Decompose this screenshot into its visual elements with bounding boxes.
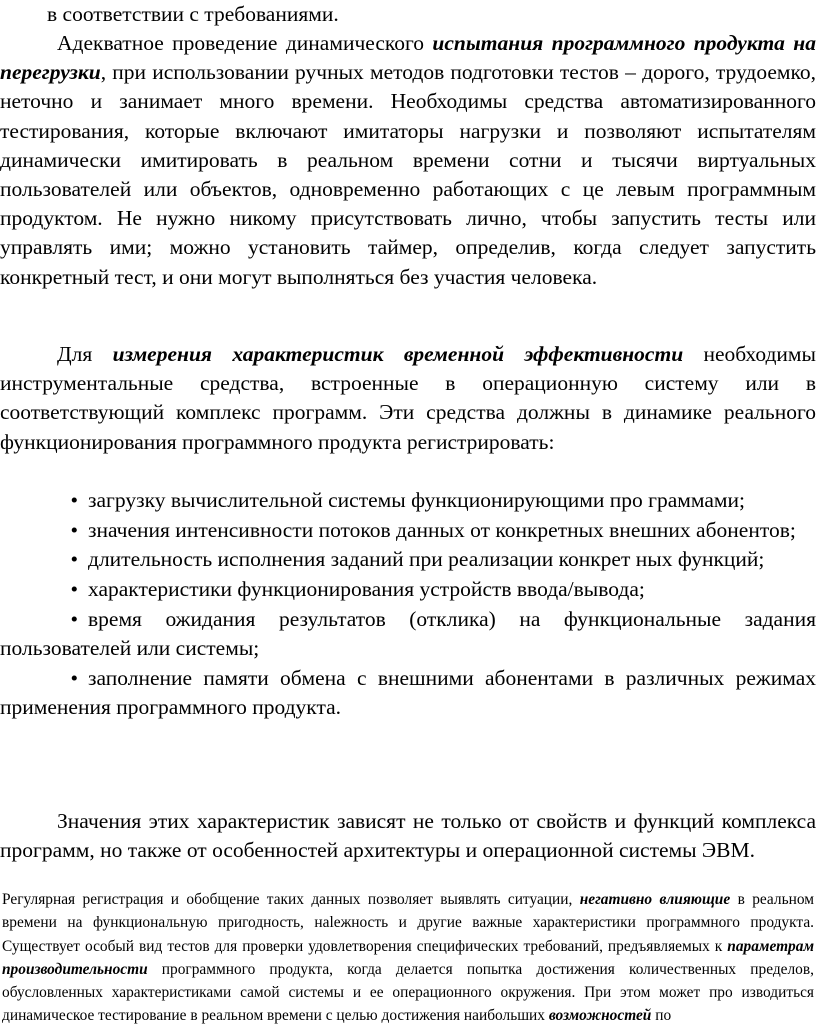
list-item-text: характеристики функционирования устройств ввода/вывода; [88, 577, 645, 602]
bullet-list [0, 486, 816, 723]
paragraph-time-efficiency [0, 340, 816, 457]
para1-body: , при использовании ручных методов подготовки тестов – дорого, трудоемко, неточно и занимает много времени. Необходимы средства автоматизированного тестирования, которые включают имитаторы нагрузки и позволяют испытателям динамически имитировать в реальном времени сотни и тысячи виртуальных пользователей или объектов, одновременно работающих с це левым программным продуктом. Не нужно никому присутствовать лично, чтобы запустить тесты или управлять ими; можно установить таймер, определив, когда следует запустить конкретный тест, и они могут выполняться без участия человека. [0, 60, 816, 289]
list-item-text: значения интенсивности потоков данных от конкретных внешних абонентов; [88, 517, 796, 542]
small-text-4: по [651, 1007, 672, 1025]
para2-body: необходимы инструментальные средства, встроенные в операционную систему или в соответствующий комплекс программ. Эти средства должны в динамике реального функционирования программного продукта регистрировать: [0, 342, 816, 454]
list-item-text: заполнение памяти обмена с внешними абонентами в различных режимах применения программного продукта. [0, 665, 816, 719]
small-text-3: программного продукта, когда делается попытка достижения количественных пределов, обусловленных характеристиками самой системы и ее операционного окружения. При этом может про изводиться динамическое тестирование в реальном времени с целью достижения наибольших [2, 960, 814, 1025]
small-text-2: в реальном времени на функциональную пригодность, наlежность и другие важные характеристики программного продукта. Существует особый вид тестов для проверки удовлетворения специфических требований, предъявляемых к [2, 891, 814, 955]
list-item [0, 664, 816, 722]
para1-lead: Адекватное проведение динамического [57, 31, 433, 55]
paragraph-continuation [0, 0, 816, 29]
list-item [0, 486, 816, 515]
bullet-icon: • [70, 517, 78, 542]
paragraph-small-print [2, 888, 814, 1028]
small-emphasis-3: возможностей [548, 1007, 652, 1025]
list-item [0, 516, 816, 545]
paragraph-load-testing [0, 29, 816, 292]
list-item [0, 605, 816, 663]
list-item-text: загрузку вычислительной системы функционирующими про граммами; [88, 488, 745, 512]
para3-text: Значения этих характеристик зависят не только от свойств и функций комплекса программ, но также от особенностей архитектуры и операционной системы ЭВМ. [0, 809, 816, 863]
bullet-icon: • [70, 547, 78, 572]
list-item-text: длительность исполнения заданий при реализации конкрет ных функций; [88, 547, 765, 572]
bullet-icon: • [70, 488, 78, 512]
bullet-icon: • [70, 577, 78, 602]
list-item-text: время ожидания результатов (отклика) на функциональные задания пользователей или системы; [0, 606, 816, 661]
paragraph-characteristics [0, 807, 816, 865]
continuation-text: в соответствии с требованиями. [47, 2, 339, 26]
bullet-icon: • [70, 665, 78, 690]
para2-lead: Для [57, 342, 113, 366]
small-emphasis-2: параметрам производительности [2, 937, 814, 978]
para2-emphasis: измерения характеристик временной эффективности [112, 342, 684, 366]
list-item [0, 545, 816, 574]
list-item [0, 575, 816, 604]
small-text-1: Регулярная регистрация и обобщение таких данных позволяет выявлять ситуации, [2, 891, 580, 908]
bullet-icon: • [70, 606, 78, 631]
para1-emphasis: испытания программного продукта на перегрузки [0, 31, 816, 85]
small-emphasis-1: негативно влияющие [579, 891, 731, 908]
